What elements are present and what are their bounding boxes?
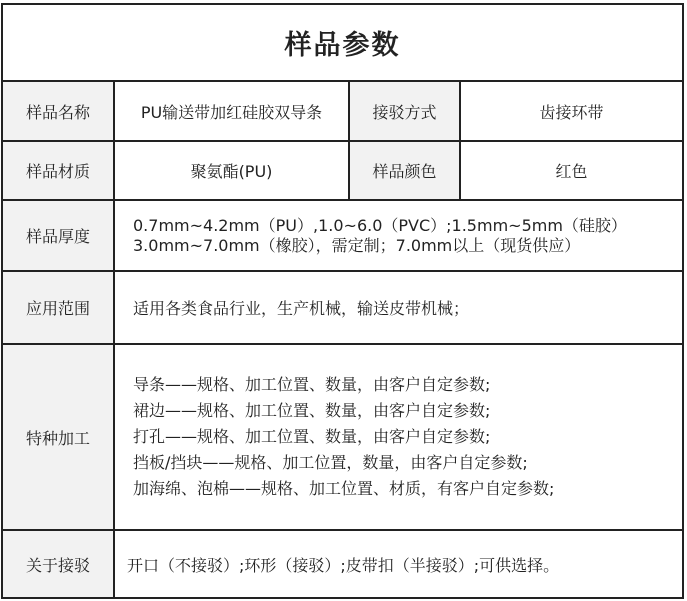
value-sample-thickness: [133, 201, 678, 270]
label-sample-material: 样品材质: [3, 142, 115, 199]
label-sample-name: 样品名称: [3, 82, 115, 140]
row-sample-thickness: [3, 201, 682, 272]
value-application-scope: 适用各类食品行业，生产机械，输送皮带机械；: [133, 299, 470, 318]
processing-line: 打孔——规格、加工位置、数量，由客户自定参数;: [133, 427, 491, 446]
thickness-line: 0.7mm~4.2mm（PU）,1.0~6.0（PVC）;1.5mm~5mm（硅胶）: [133, 215, 627, 235]
label-special-processing: 特种加工: [3, 345, 115, 529]
label-joint-method: 接驳方式: [348, 82, 461, 140]
value-sample-name: PU输送带加红硅胶双导条: [140, 102, 323, 122]
value-joint-method: 齿接环带: [539, 102, 604, 122]
row-application-scope: [3, 272, 682, 345]
value-sample-material: 聚氨酯(PU): [190, 162, 273, 181]
processing-line: 导条——规格、加工位置、数量，由客户自定参数;: [133, 375, 491, 394]
label-sample-thickness: 样品厚度: [3, 201, 115, 270]
processing-line: 裙边——规格、加工位置、数量，由客户自定参数;: [133, 401, 491, 420]
table-title: 样品参数: [3, 5, 682, 82]
processing-line: 挡板/挡块——规格、加工位置，数量，由客户自定参数;: [133, 453, 528, 472]
row-sample-name: [3, 82, 682, 142]
row-special-processing: [3, 345, 682, 531]
label-application-scope: 应用范围: [3, 272, 115, 343]
value-about-joint: 开口（不接驳）;环形（接驳）;皮带扣（半接驳）;可供选择。: [127, 555, 560, 575]
sample-parameters-table: [1, 3, 684, 599]
row-about-joint: [3, 531, 682, 597]
thickness-line: 3.0mm~7.0mm（橡胶），需定制；7.0mm以上（现货供应）: [133, 235, 581, 255]
value-special-processing: [133, 345, 678, 529]
label-sample-color: 样品颜色: [348, 142, 461, 199]
row-sample-material: [3, 142, 682, 201]
processing-line: 加海绵、泡棉——规格、加工位置、材质，有客户自定参数;: [133, 479, 555, 498]
value-sample-color: 红色: [555, 162, 588, 181]
label-about-joint: 关于接驳: [3, 531, 115, 597]
